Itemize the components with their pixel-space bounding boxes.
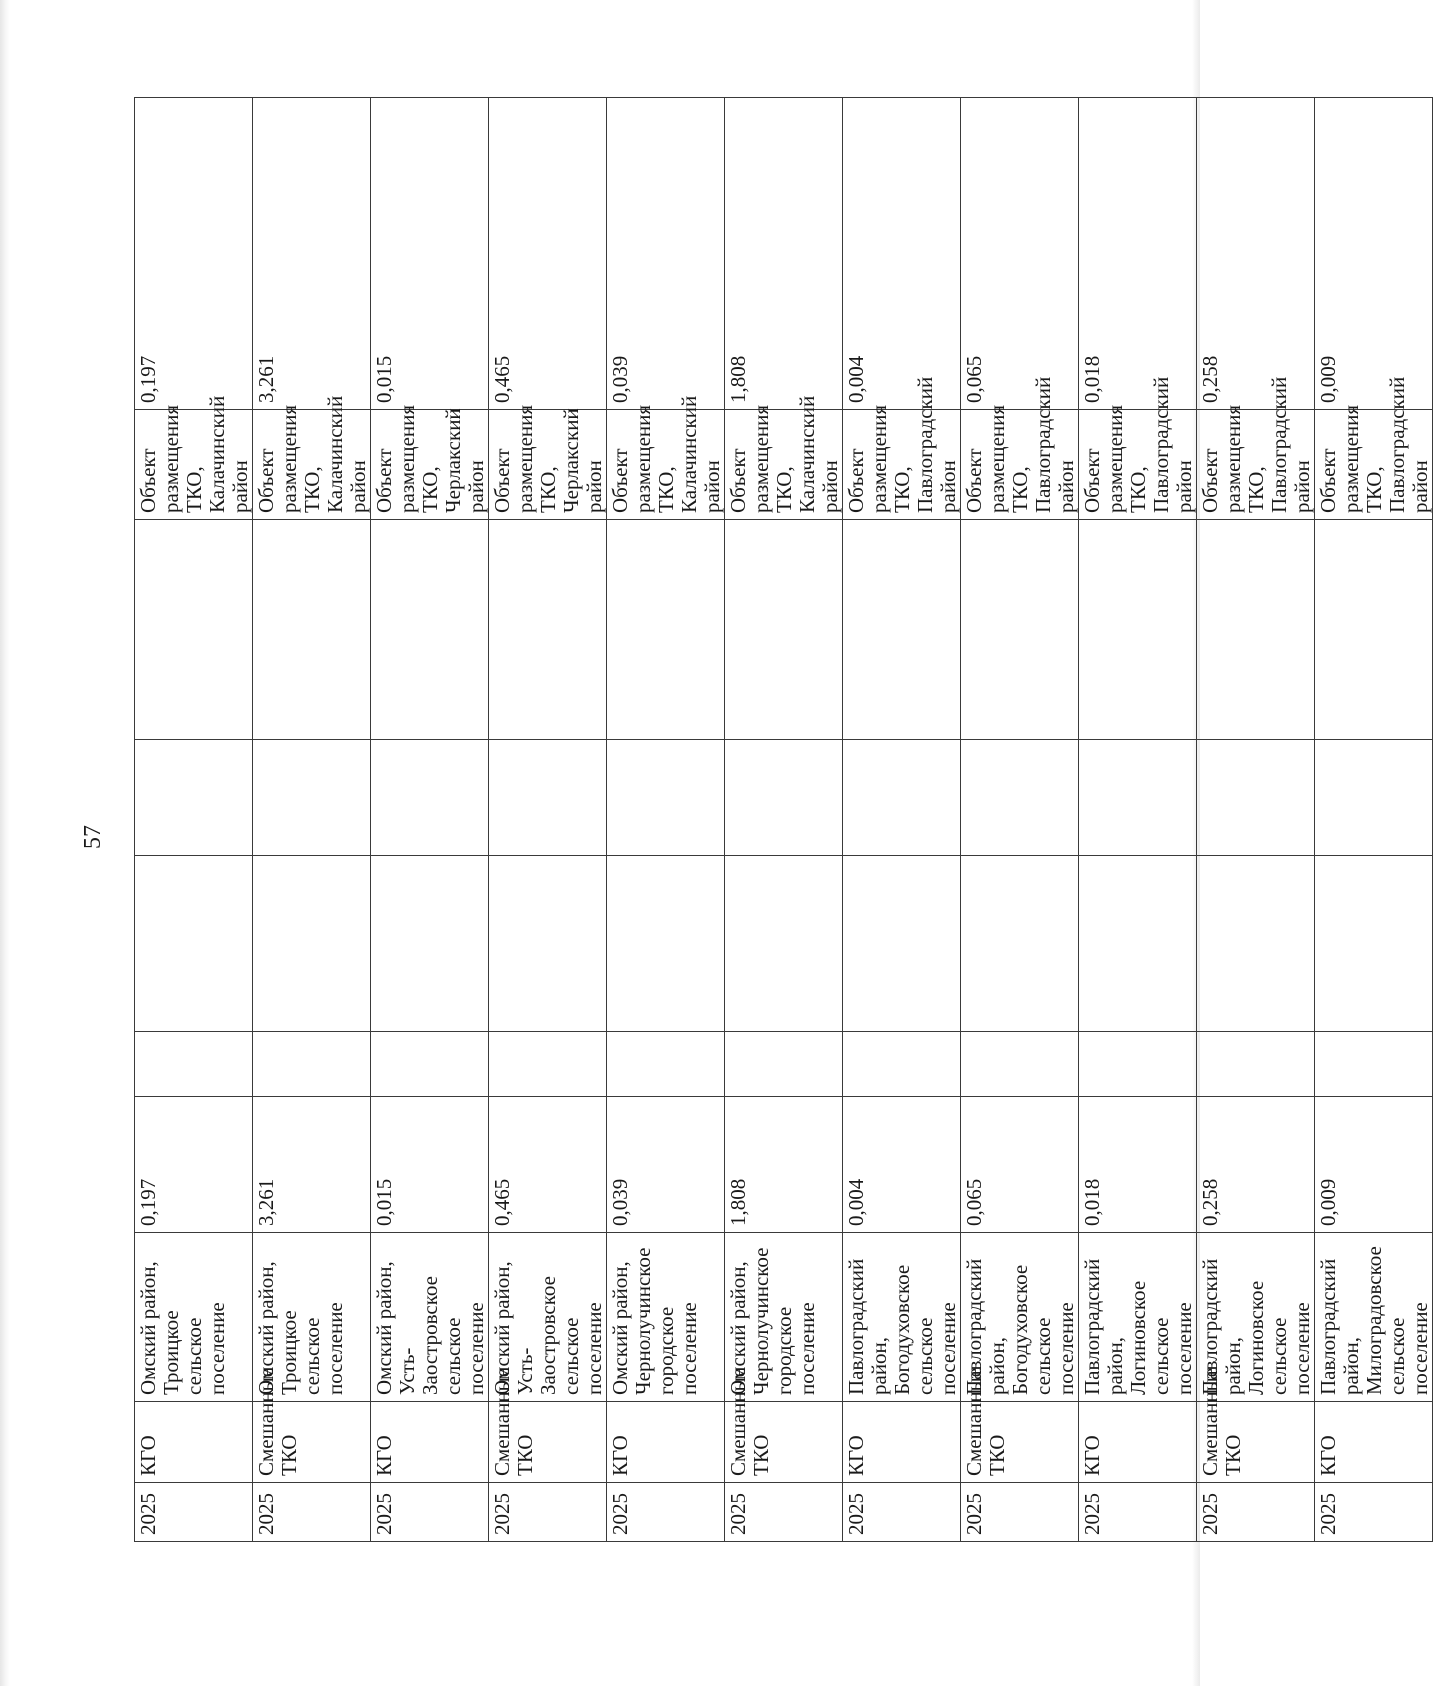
destination-volume-cell: 0,258 (1197, 98, 1315, 410)
destination-cell: Объект размещения ТКО, Павлоградский район (1079, 410, 1197, 520)
volume-cell: 0,009 (1315, 1097, 1433, 1233)
empty-cell (489, 520, 607, 740)
waste-flow-table (134, 97, 1433, 1542)
location-cell: Павлоградский район, Милоградовское сельское поселение (1315, 1233, 1433, 1402)
waste-type-cell: КГО (607, 1402, 725, 1483)
waste-type-cell: КГО (843, 1402, 961, 1483)
destination-volume-cell: 1,808 (725, 98, 843, 410)
destination-cell: Объект размещения ТКО, Павлоградский район (1315, 410, 1433, 520)
empty-cell (1315, 740, 1433, 856)
table-row (135, 98, 253, 1542)
empty-cell (489, 740, 607, 856)
empty-cell (961, 856, 1079, 1032)
empty-cell (1197, 1032, 1315, 1097)
empty-cell (135, 520, 253, 740)
empty-cell (1315, 520, 1433, 740)
waste-type-cell: Смешанные ТКО (253, 1402, 371, 1483)
empty-cell (253, 1032, 371, 1097)
empty-cell (489, 1032, 607, 1097)
waste-type-cell: Смешанные ТКО (1197, 1402, 1315, 1483)
year-cell: 2025 (253, 1483, 371, 1542)
volume-cell: 0,258 (1197, 1097, 1315, 1233)
destination-volume-cell: 0,015 (371, 98, 489, 410)
destination-cell: Объект размещения ТКО, Черлакский район (489, 410, 607, 520)
empty-cell (371, 856, 489, 1032)
empty-cell (253, 520, 371, 740)
destination-volume-cell: 0,039 (607, 98, 725, 410)
table-row (489, 98, 607, 1542)
year-cell: 2025 (135, 1483, 253, 1542)
location-cell: Омский район, Усть-Заостровское сельское поселение (489, 1233, 607, 1402)
volume-cell: 0,004 (843, 1097, 961, 1233)
destination-volume-cell: 0,018 (1079, 98, 1197, 410)
waste-type-cell: Смешанные ТКО (489, 1402, 607, 1483)
year-cell: 2025 (489, 1483, 607, 1542)
waste-type-cell: КГО (1315, 1402, 1433, 1483)
destination-volume-cell: 0,197 (135, 98, 253, 410)
year-cell: 2025 (725, 1483, 843, 1542)
destination-cell: Объект размещения ТКО, Калачинский район (725, 410, 843, 520)
year-cell: 2025 (371, 1483, 489, 1542)
empty-cell (843, 1032, 961, 1097)
table-row (371, 98, 489, 1542)
location-cell: Павлоградский район, Богодуховское сельское поселение (961, 1233, 1079, 1402)
year-cell: 2025 (961, 1483, 1079, 1542)
volume-cell: 0,197 (135, 1097, 253, 1233)
location-cell: Омский район, Усть-Заостровское сельское поселение (371, 1233, 489, 1402)
table-row (1315, 98, 1433, 1542)
empty-cell (843, 856, 961, 1032)
table-row (607, 98, 725, 1542)
empty-cell (961, 740, 1079, 856)
waste-type-cell: КГО (135, 1402, 253, 1483)
empty-cell (725, 740, 843, 856)
empty-cell (135, 1032, 253, 1097)
empty-cell (135, 856, 253, 1032)
location-cell: Павлоградский район, Логиновское сельское поселение (1197, 1233, 1315, 1402)
year-cell: 2025 (1315, 1483, 1433, 1542)
empty-cell (725, 520, 843, 740)
empty-cell (1197, 520, 1315, 740)
destination-cell: Объект размещения ТКО, Калачинский район (607, 410, 725, 520)
destination-cell: Объект размещения ТКО, Павлоградский район (1197, 410, 1315, 520)
scan-edge-left (0, 0, 10, 1686)
year-cell: 2025 (843, 1483, 961, 1542)
empty-cell (253, 856, 371, 1032)
waste-type-cell: КГО (1079, 1402, 1197, 1483)
destination-volume-cell: 3,261 (253, 98, 371, 410)
destination-cell: Объект размещения ТКО, Павлоградский район (961, 410, 1079, 520)
location-cell: Омский район, Троицкое сельское поселение (135, 1233, 253, 1402)
empty-cell (961, 1032, 1079, 1097)
empty-cell (1315, 1032, 1433, 1097)
location-cell: Павлоградский район, Богодуховское сельское поселение (843, 1233, 961, 1402)
empty-cell (371, 740, 489, 856)
empty-cell (371, 1032, 489, 1097)
empty-cell (1079, 740, 1197, 856)
location-cell: Павлоградский район, Логиновское сельское поселение (1079, 1233, 1197, 1402)
empty-cell (253, 740, 371, 856)
table-row (1197, 98, 1315, 1542)
empty-cell (135, 740, 253, 856)
empty-cell (489, 856, 607, 1032)
volume-cell: 1,808 (725, 1097, 843, 1233)
empty-cell (1079, 1032, 1197, 1097)
year-cell: 2025 (607, 1483, 725, 1542)
empty-cell (1079, 856, 1197, 1032)
location-cell: Омский район, Чернолучинское городское поселение (607, 1233, 725, 1402)
empty-cell (371, 520, 489, 740)
table-row (843, 98, 961, 1542)
empty-cell (843, 740, 961, 856)
location-cell: Омский район, Чернолучинское городское поселение (725, 1233, 843, 1402)
destination-volume-cell: 0,004 (843, 98, 961, 410)
empty-cell (1197, 740, 1315, 856)
empty-cell (1315, 856, 1433, 1032)
volume-cell: 3,261 (253, 1097, 371, 1233)
volume-cell: 0,465 (489, 1097, 607, 1233)
table-row (961, 98, 1079, 1542)
year-cell: 2025 (1197, 1483, 1315, 1542)
empty-cell (843, 520, 961, 740)
destination-volume-cell: 0,465 (489, 98, 607, 410)
table-row (725, 98, 843, 1542)
empty-cell (1197, 856, 1315, 1032)
waste-type-cell: Смешанные ТКО (961, 1402, 1079, 1483)
volume-cell: 0,018 (1079, 1097, 1197, 1233)
empty-cell (607, 520, 725, 740)
rotated-table-container (134, 98, 1432, 1542)
destination-cell: Объект размещения ТКО, Калачинский район (135, 410, 253, 520)
table-row (253, 98, 371, 1542)
waste-type-cell: Смешанные ТКО (725, 1402, 843, 1483)
destination-volume-cell: 0,065 (961, 98, 1079, 410)
table-body (135, 98, 1433, 1542)
destination-cell: Объект размещения ТКО, Павлоградский район (843, 410, 961, 520)
volume-cell: 0,039 (607, 1097, 725, 1233)
destination-cell: Объект размещения ТКО, Калачинский район (253, 410, 371, 520)
empty-cell (1079, 520, 1197, 740)
table-row (1079, 98, 1197, 1542)
destination-cell: Объект размещения ТКО, Черлакский район (371, 410, 489, 520)
empty-cell (607, 740, 725, 856)
page-number: 57 (80, 825, 106, 849)
volume-cell: 0,065 (961, 1097, 1079, 1233)
empty-cell (607, 1032, 725, 1097)
location-cell: Омский район, Троицкое сельское поселение (253, 1233, 371, 1402)
destination-volume-cell: 0,009 (1315, 98, 1433, 410)
empty-cell (725, 1032, 843, 1097)
waste-type-cell: КГО (371, 1402, 489, 1483)
year-cell: 2025 (1079, 1483, 1197, 1542)
empty-cell (725, 856, 843, 1032)
empty-cell (607, 856, 725, 1032)
empty-cell (961, 520, 1079, 740)
volume-cell: 0,015 (371, 1097, 489, 1233)
